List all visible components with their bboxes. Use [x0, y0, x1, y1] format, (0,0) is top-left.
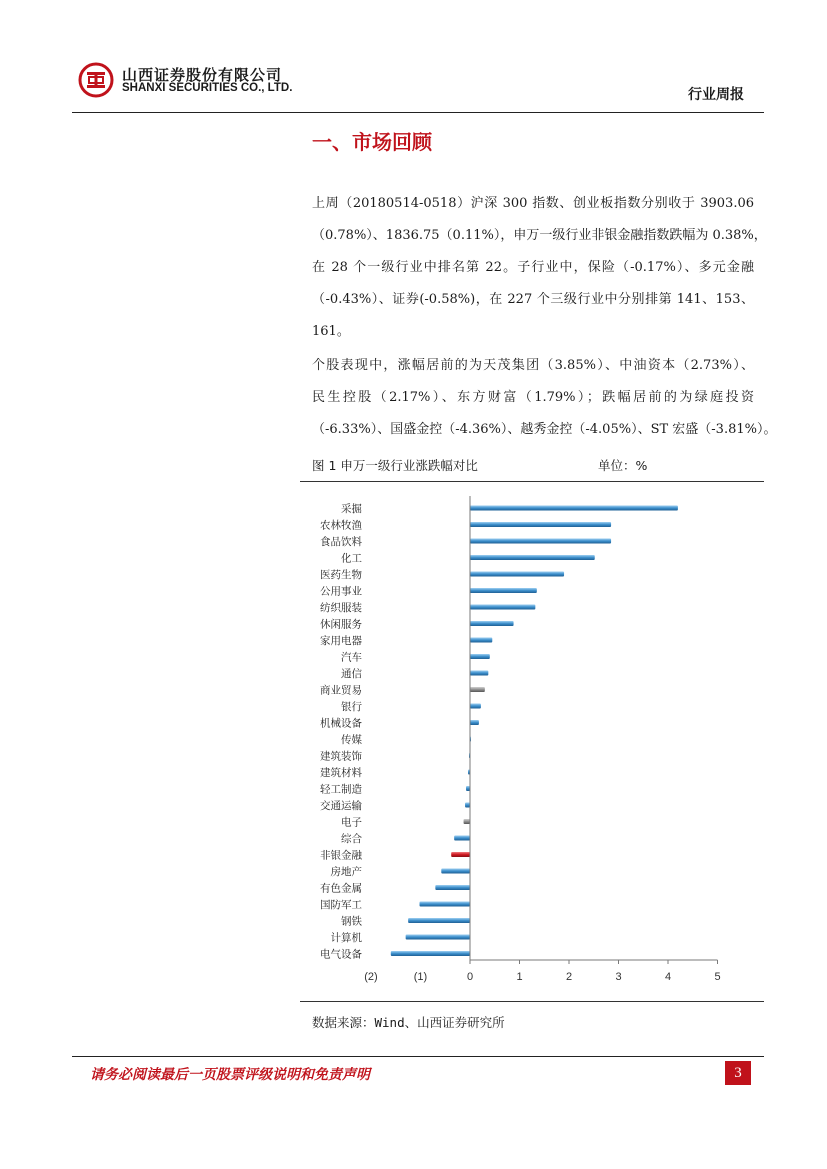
paragraph-stock-performance	[312, 350, 777, 446]
header-divider	[72, 112, 764, 113]
disclaimer-note: 请务必阅读最后一页股票评级说明和免责声明	[90, 1067, 370, 1083]
category-label: 纺织服装	[320, 602, 362, 614]
bar	[470, 671, 488, 676]
paragraph-line: 在 28 个一级行业中排名第 22。子行业中，保险（-0.17%）、多元金融	[312, 260, 754, 275]
paragraph-line: （-0.43%）、证券(-0.58%)，在 227 个三级行业中分别排第 141、153、	[312, 292, 754, 307]
category-label: 国防军工	[320, 899, 362, 911]
category-label: 银行	[341, 701, 362, 713]
bar	[470, 588, 537, 593]
bar	[451, 852, 470, 857]
x-tick-label: (1)	[413, 971, 428, 983]
company-name-en: SHANXI SECURITIES CO., LTD.	[122, 82, 293, 94]
bar	[470, 638, 492, 643]
paragraph-line: （0.78%）、1836.75（0.11%），申万一级行业非银金融指数跌幅为 0.38%，	[312, 228, 767, 243]
bar	[406, 935, 470, 940]
company-logo	[78, 62, 114, 98]
category-label: 综合	[341, 833, 362, 845]
bar	[470, 605, 535, 610]
page-number: 3	[725, 1061, 751, 1085]
category-label: 农林牧渔	[320, 519, 362, 532]
bar	[435, 885, 470, 890]
paragraph-line: 个股表现中，涨幅居前的为天茂集团（3.85%）、中油资本（2.73%）、	[312, 358, 754, 373]
bar	[441, 869, 470, 874]
category-label: 有色金属	[320, 882, 362, 895]
figure-bottom-rule	[300, 1001, 764, 1002]
category-label: 轻工制造	[320, 783, 362, 796]
category-label: 钢铁	[341, 915, 362, 928]
section-title: 一、市场回顾	[312, 130, 432, 154]
category-label: 电气设备	[320, 948, 362, 961]
figure-unit: 单位：%	[598, 458, 648, 473]
paragraph-line: 民生控股（2.17%）、东方财富（1.79%）；跌幅居前的为绿庭投资	[312, 390, 754, 405]
company-name-cn: 山西证券股份有限公司	[122, 66, 283, 84]
category-label: 商业贸易	[320, 684, 362, 697]
category-label: 医药生物	[320, 569, 362, 581]
category-label: 机械设备	[320, 717, 362, 730]
category-label: 公用事业	[320, 585, 362, 598]
data-source: 数据来源：Wind、山西证券研究所	[312, 1015, 505, 1030]
bar	[470, 720, 479, 725]
bar	[391, 951, 470, 956]
x-tick-label: (2)	[364, 971, 378, 983]
bar	[464, 819, 470, 824]
bar	[470, 687, 485, 692]
category-label: 家用电器	[320, 635, 362, 647]
x-tick-label: 5	[714, 971, 721, 983]
bar	[470, 654, 490, 659]
industry-change-bar-chart	[300, 482, 764, 1000]
x-tick-label: 4	[664, 971, 672, 983]
category-label: 交通运输	[320, 800, 362, 812]
category-label: 建筑材料	[320, 767, 362, 779]
bar	[470, 572, 564, 577]
bar	[420, 902, 470, 907]
bar	[454, 836, 470, 841]
paragraph-line: （-6.33%）、国盛金控（-4.36%）、越秀金控（-4.05%）、ST 宏盛（-3.81%）。	[312, 422, 777, 437]
category-label: 传媒	[341, 734, 362, 746]
bar	[470, 506, 678, 511]
bar	[470, 539, 611, 544]
footer-divider	[72, 1056, 764, 1057]
category-label: 计算机	[330, 932, 362, 944]
category-label: 房地产	[330, 866, 362, 878]
paragraph-line: 161。	[312, 324, 350, 339]
x-tick-label: 0	[466, 971, 474, 983]
x-tick-label: 2	[565, 971, 573, 983]
bar	[470, 621, 514, 626]
figure-caption: 图 1 申万一级行业涨跌幅对比	[312, 458, 478, 473]
bar	[470, 555, 595, 560]
bar	[470, 522, 611, 527]
bar	[408, 918, 470, 923]
paragraph-line: 上周（20180514-0518）沪深 300 指数、创业板指数分别收于 3903.06	[312, 196, 754, 211]
paragraph-market-index	[312, 188, 767, 348]
bar	[466, 786, 470, 791]
bar	[465, 803, 470, 808]
category-label: 化工	[341, 552, 362, 565]
document-type: 行业周报	[688, 87, 744, 103]
category-label: 汽车	[341, 651, 362, 664]
category-label: 通信	[341, 668, 362, 680]
bar	[470, 704, 481, 709]
category-label: 食品饮料	[320, 536, 362, 548]
category-label: 非银金融	[320, 849, 362, 862]
category-label: 采掘	[341, 503, 362, 515]
category-label: 建筑装饰	[320, 750, 362, 763]
category-label: 休闲服务	[320, 618, 362, 631]
category-label: 电子	[341, 816, 362, 829]
x-tick-label: 3	[615, 971, 622, 983]
x-tick-label: 1	[516, 971, 523, 983]
